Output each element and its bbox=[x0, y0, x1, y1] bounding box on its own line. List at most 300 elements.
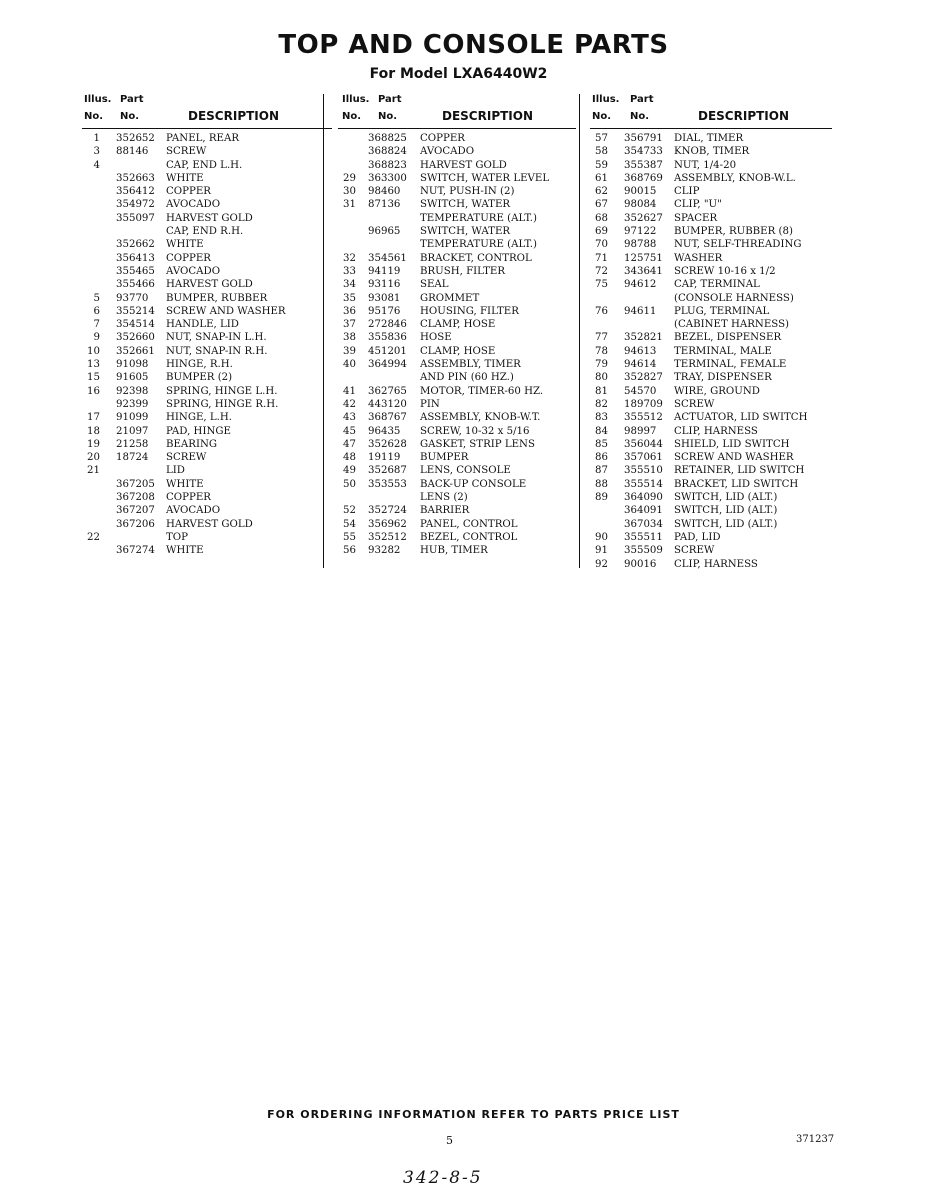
part-no: 98084 bbox=[624, 199, 657, 211]
part-description: BUMPER (2) bbox=[166, 372, 233, 384]
part-no: 367205 bbox=[116, 478, 155, 490]
part-no: 356412 bbox=[116, 186, 155, 198]
part-description: SWITCH, LID (ALT.) bbox=[674, 505, 778, 517]
table-row bbox=[590, 198, 832, 211]
illus-no: 84 bbox=[595, 425, 608, 437]
illus-no: 68 bbox=[595, 212, 608, 224]
part-description: ACTUATOR, LID SWITCH bbox=[674, 412, 808, 424]
part-description: COPPER bbox=[166, 252, 211, 264]
part-description: AND PIN (60 HZ.) bbox=[420, 372, 514, 384]
table-row bbox=[590, 425, 832, 438]
illus-no: 83 bbox=[595, 412, 608, 424]
part-no: 355097 bbox=[116, 212, 155, 224]
illus-no: 33 bbox=[343, 265, 356, 277]
part-no: 352827 bbox=[624, 372, 663, 384]
part-no: 367274 bbox=[116, 545, 155, 557]
part-no: 364090 bbox=[624, 492, 663, 504]
part-no: 93081 bbox=[368, 292, 401, 304]
illus-no: 3 bbox=[93, 146, 100, 158]
part-no: 356413 bbox=[116, 252, 155, 264]
part-no: 95176 bbox=[368, 305, 401, 317]
table-row bbox=[338, 411, 576, 424]
illus-no: 29 bbox=[343, 172, 356, 184]
table-row bbox=[82, 145, 332, 158]
table-row bbox=[82, 491, 332, 504]
table-row bbox=[338, 478, 576, 491]
part-description: SWITCH, LID (ALT.) bbox=[674, 518, 778, 530]
part-no: 92399 bbox=[116, 398, 149, 410]
table-row bbox=[82, 425, 332, 438]
column-header bbox=[338, 92, 576, 129]
illus-no: 21 bbox=[87, 465, 100, 477]
table-row bbox=[338, 212, 576, 225]
table-row bbox=[338, 504, 576, 517]
table-row bbox=[590, 385, 832, 398]
part-no: 90015 bbox=[624, 186, 657, 198]
table-row bbox=[82, 225, 332, 238]
part-no: 91098 bbox=[116, 359, 149, 371]
illus-no: 39 bbox=[343, 345, 356, 357]
part-no: 97122 bbox=[624, 226, 657, 238]
illus-no: 50 bbox=[343, 478, 356, 490]
part-description: PANEL, CONTROL bbox=[420, 518, 518, 530]
illus-no: 88 bbox=[595, 478, 608, 490]
part-no: 94614 bbox=[624, 359, 657, 371]
part-no: 363300 bbox=[368, 172, 407, 184]
part-description: HARVEST GOLD bbox=[166, 212, 253, 224]
table-row bbox=[590, 398, 832, 411]
part-no: 94119 bbox=[368, 265, 401, 277]
table-row bbox=[82, 438, 332, 451]
part-no: 87136 bbox=[368, 199, 401, 211]
part-no: 93116 bbox=[368, 279, 401, 291]
part-no: 94611 bbox=[624, 305, 657, 317]
part-no: 364994 bbox=[368, 359, 407, 371]
illus-no: 85 bbox=[595, 438, 608, 450]
illus-no-label: No. bbox=[592, 111, 612, 122]
part-description: BEZEL, CONTROL bbox=[420, 531, 518, 543]
table-row bbox=[82, 451, 332, 464]
part-description: HARVEST GOLD bbox=[166, 279, 253, 291]
part-label: Part bbox=[630, 94, 654, 105]
illus-no: 67 bbox=[595, 199, 608, 211]
part-description: GROMMET bbox=[420, 292, 480, 304]
part-description: HINGE, L.H. bbox=[166, 412, 232, 424]
table-row bbox=[338, 464, 576, 477]
illus-no: 49 bbox=[343, 465, 356, 477]
part-description: TERMINAL, MALE bbox=[674, 345, 772, 357]
part-no: 355510 bbox=[624, 465, 663, 477]
part-description: TERMINAL, FEMALE bbox=[674, 359, 787, 371]
model-subtitle: For Model LXA6440W2 bbox=[369, 66, 548, 82]
part-no: 98460 bbox=[368, 186, 401, 198]
part-no: 367034 bbox=[624, 518, 663, 530]
table-row bbox=[82, 504, 332, 517]
illus-no: 17 bbox=[87, 412, 100, 424]
illus-no: 13 bbox=[87, 359, 100, 371]
part-description: CLIP, HARNESS bbox=[674, 425, 758, 437]
part-no: 353553 bbox=[368, 478, 407, 490]
table-row bbox=[338, 491, 576, 504]
illus-no: 75 bbox=[595, 279, 608, 291]
part-description: HOSE bbox=[420, 332, 452, 344]
illus-no: 20 bbox=[87, 452, 100, 464]
part-no: 19119 bbox=[368, 452, 401, 464]
part-no: 272846 bbox=[368, 319, 407, 331]
part-no: 355509 bbox=[624, 545, 663, 557]
illus-no: 70 bbox=[595, 239, 608, 251]
description-label: DESCRIPTION bbox=[698, 109, 790, 123]
part-no: 356044 bbox=[624, 438, 663, 450]
part-description: TEMPERATURE (ALT.) bbox=[420, 239, 537, 251]
part-no: 94613 bbox=[624, 345, 657, 357]
table-row bbox=[82, 345, 332, 358]
table-row bbox=[338, 305, 576, 318]
part-description: TOP bbox=[166, 531, 189, 543]
part-description: LENS (2) bbox=[420, 492, 468, 504]
parts-rows bbox=[338, 132, 576, 558]
part-description: SCREW AND WASHER bbox=[674, 452, 794, 464]
illus-no: 31 bbox=[343, 199, 356, 211]
table-row bbox=[590, 451, 832, 464]
part-no: 352821 bbox=[624, 332, 663, 344]
part-description: WHITE bbox=[166, 478, 204, 490]
part-no: 355465 bbox=[116, 265, 155, 277]
illus-no: 47 bbox=[343, 438, 356, 450]
part-description: CLIP, HARNESS bbox=[674, 558, 758, 570]
part-description: LID bbox=[166, 465, 185, 477]
table-row bbox=[338, 159, 576, 172]
illus-no: 80 bbox=[595, 372, 608, 384]
part-no: 91605 bbox=[116, 372, 149, 384]
table-row bbox=[338, 185, 576, 198]
illus-no: 30 bbox=[343, 186, 356, 198]
part-description: CAP, END L.H. bbox=[166, 159, 243, 171]
illus-no: 1 bbox=[93, 133, 100, 144]
part-no-label: No. bbox=[630, 111, 650, 122]
part-description: NUT, PUSH-IN (2) bbox=[420, 186, 515, 198]
part-no: 93770 bbox=[116, 292, 149, 304]
part-description: SWITCH, WATER LEVEL bbox=[420, 172, 550, 184]
part-description: AVOCADO bbox=[166, 265, 221, 277]
part-description: CLIP, "U" bbox=[674, 199, 722, 211]
illus-no: 36 bbox=[343, 305, 356, 317]
column-divider bbox=[323, 94, 324, 568]
table-row bbox=[590, 185, 832, 198]
table-row bbox=[338, 252, 576, 265]
table-row bbox=[82, 292, 332, 305]
part-description: WASHER bbox=[674, 252, 723, 264]
table-row bbox=[338, 265, 576, 278]
part-no: 354561 bbox=[368, 252, 407, 264]
part-description: BACK-UP CONSOLE bbox=[420, 478, 527, 490]
parts-column-3 bbox=[590, 92, 832, 571]
part-description: SCREW AND WASHER bbox=[166, 305, 286, 317]
illus-no: 56 bbox=[343, 545, 356, 557]
part-description: PLUG, TERMINAL bbox=[674, 305, 770, 317]
table-row bbox=[82, 371, 332, 384]
illus-label: Illus. bbox=[342, 94, 370, 105]
part-description: CLAMP, HOSE bbox=[420, 345, 496, 357]
table-row bbox=[590, 212, 832, 225]
part-no: 88146 bbox=[116, 146, 149, 158]
illus-no: 82 bbox=[595, 398, 608, 410]
illus-no: 7 bbox=[93, 319, 100, 331]
part-description: SPRING, HINGE L.H. bbox=[166, 385, 278, 397]
illus-no: 45 bbox=[343, 425, 356, 437]
parts-column-2 bbox=[338, 92, 576, 558]
part-no: 364091 bbox=[624, 505, 663, 517]
illus-no: 91 bbox=[595, 545, 608, 557]
illus-no: 58 bbox=[595, 146, 608, 158]
part-no: 354733 bbox=[624, 146, 663, 158]
part-no: 352724 bbox=[368, 505, 407, 517]
part-description: SWITCH, WATER bbox=[420, 199, 511, 211]
part-description: HARVEST GOLD bbox=[420, 159, 507, 171]
part-no: 355511 bbox=[624, 531, 663, 543]
part-label: Part bbox=[120, 94, 144, 105]
part-description: BEARING bbox=[166, 438, 218, 450]
part-description: AVOCADO bbox=[166, 505, 221, 517]
part-no: 368767 bbox=[368, 412, 407, 424]
part-no: 352628 bbox=[368, 438, 407, 450]
table-row bbox=[338, 544, 576, 557]
part-description: GASKET, STRIP LENS bbox=[420, 438, 535, 450]
table-row bbox=[338, 225, 576, 238]
part-description: ASSEMBLY, KNOB-W.T. bbox=[420, 412, 541, 424]
part-description: PAD, LID bbox=[674, 531, 721, 543]
table-row bbox=[590, 411, 832, 424]
part-description: SPRING, HINGE R.H. bbox=[166, 398, 279, 410]
part-no: 368823 bbox=[368, 159, 407, 171]
illus-no: 34 bbox=[343, 279, 356, 291]
part-no: 357061 bbox=[624, 452, 663, 464]
table-row bbox=[82, 265, 332, 278]
part-description: KNOB, TIMER bbox=[674, 146, 750, 158]
table-row bbox=[590, 504, 832, 517]
page-number: 5 bbox=[446, 1134, 453, 1147]
part-no: 94612 bbox=[624, 279, 657, 291]
table-row bbox=[82, 212, 332, 225]
table-row bbox=[590, 438, 832, 451]
column-header bbox=[82, 92, 332, 129]
part-description: SWITCH, LID (ALT.) bbox=[674, 492, 778, 504]
part-description: WHITE bbox=[166, 239, 204, 251]
part-no: 352662 bbox=[116, 239, 155, 251]
part-description: PIN bbox=[420, 398, 440, 410]
part-no: 352687 bbox=[368, 465, 407, 477]
part-description: WIRE, GROUND bbox=[674, 385, 760, 397]
illus-no: 22 bbox=[87, 531, 100, 543]
illus-no: 90 bbox=[595, 531, 608, 543]
parts-rows bbox=[590, 132, 832, 571]
table-row bbox=[338, 385, 576, 398]
part-no: 352660 bbox=[116, 332, 155, 344]
table-row bbox=[590, 252, 832, 265]
part-description: NUT, 1/4-20 bbox=[674, 159, 737, 171]
part-no: 352663 bbox=[116, 172, 155, 184]
part-no: 125751 bbox=[624, 252, 663, 264]
part-description: HANDLE, LID bbox=[166, 319, 239, 331]
table-row bbox=[338, 451, 576, 464]
part-description: SCREW bbox=[674, 545, 715, 557]
part-description: TEMPERATURE (ALT.) bbox=[420, 212, 537, 224]
description-label: DESCRIPTION bbox=[188, 109, 280, 123]
table-row bbox=[82, 318, 332, 331]
part-no: 355514 bbox=[624, 478, 663, 490]
illus-no: 6 bbox=[93, 305, 100, 317]
table-row bbox=[338, 425, 576, 438]
part-description: COPPER bbox=[420, 133, 465, 144]
part-description: SEAL bbox=[420, 279, 449, 291]
part-description: SCREW bbox=[166, 146, 207, 158]
table-row bbox=[590, 345, 832, 358]
illus-no: 57 bbox=[595, 133, 608, 144]
table-row bbox=[590, 172, 832, 185]
table-row bbox=[82, 132, 332, 145]
illus-no: 9 bbox=[93, 332, 100, 344]
part-no: 367207 bbox=[116, 505, 155, 517]
part-description: HINGE, R.H. bbox=[166, 359, 233, 371]
part-no: 18724 bbox=[116, 452, 149, 464]
part-no: 355387 bbox=[624, 159, 663, 171]
part-description: WHITE bbox=[166, 545, 204, 557]
illus-label: Illus. bbox=[592, 94, 620, 105]
handwritten-note: 342-8-5 bbox=[403, 1168, 483, 1188]
column-divider bbox=[579, 94, 580, 568]
part-description: MOTOR, TIMER-60 HZ. bbox=[420, 385, 544, 397]
part-no: 367208 bbox=[116, 492, 155, 504]
table-row bbox=[590, 518, 832, 531]
illus-no: 37 bbox=[343, 319, 356, 331]
part-no: 98997 bbox=[624, 425, 657, 437]
part-description: DIAL, TIMER bbox=[674, 133, 744, 144]
table-row bbox=[82, 172, 332, 185]
part-no: 54570 bbox=[624, 385, 657, 397]
table-row bbox=[338, 292, 576, 305]
table-row bbox=[338, 358, 576, 371]
table-row bbox=[338, 132, 576, 145]
illus-no: 16 bbox=[87, 385, 100, 397]
part-description: HARVEST GOLD bbox=[166, 518, 253, 530]
table-row bbox=[82, 411, 332, 424]
table-row bbox=[590, 464, 832, 477]
illus-no: 5 bbox=[93, 292, 100, 304]
table-row bbox=[338, 438, 576, 451]
table-row bbox=[590, 544, 832, 557]
illus-no: 87 bbox=[595, 465, 608, 477]
part-description: COPPER bbox=[166, 492, 211, 504]
part-no: 92398 bbox=[116, 385, 149, 397]
table-row bbox=[590, 331, 832, 344]
illus-no: 10 bbox=[87, 345, 100, 357]
part-description: HUB, TIMER bbox=[420, 545, 488, 557]
part-description: CAP, TERMINAL bbox=[674, 279, 760, 291]
page-title: TOP AND CONSOLE PARTS bbox=[278, 30, 669, 60]
part-no-label: No. bbox=[378, 111, 398, 122]
table-row bbox=[82, 238, 332, 251]
part-no: 354972 bbox=[116, 199, 155, 211]
part-description: BRUSH, FILTER bbox=[420, 265, 506, 277]
table-row bbox=[338, 278, 576, 291]
part-description: NUT, SNAP-IN R.H. bbox=[166, 345, 268, 357]
table-row bbox=[338, 345, 576, 358]
table-row bbox=[590, 278, 832, 291]
table-row bbox=[82, 185, 332, 198]
illus-no: 79 bbox=[595, 359, 608, 371]
part-no: 91099 bbox=[116, 412, 149, 424]
part-no: 189709 bbox=[624, 398, 663, 410]
part-description: LENS, CONSOLE bbox=[420, 465, 511, 477]
part-description: BRACKET, CONTROL bbox=[420, 252, 532, 264]
part-description: BUMPER, RUBBER (8) bbox=[674, 226, 793, 238]
table-row bbox=[82, 305, 332, 318]
part-description: PAD, HINGE bbox=[166, 425, 231, 437]
part-no: 354514 bbox=[116, 319, 155, 331]
part-description: RETAINER, LID SWITCH bbox=[674, 465, 805, 477]
illus-no: 35 bbox=[343, 292, 356, 304]
illus-no: 43 bbox=[343, 412, 356, 424]
illus-no: 69 bbox=[595, 226, 608, 238]
table-row bbox=[338, 318, 576, 331]
table-row bbox=[82, 531, 332, 544]
table-row bbox=[590, 265, 832, 278]
part-description: SHIELD, LID SWITCH bbox=[674, 438, 790, 450]
part-no: 355214 bbox=[116, 305, 155, 317]
illus-no: 54 bbox=[343, 518, 356, 530]
illus-no: 78 bbox=[595, 345, 608, 357]
table-row bbox=[82, 398, 332, 411]
part-no: 98788 bbox=[624, 239, 657, 251]
table-row bbox=[590, 145, 832, 158]
part-description: NUT, SNAP-IN L.H. bbox=[166, 332, 267, 344]
part-no: 368825 bbox=[368, 133, 407, 144]
part-no: 451201 bbox=[368, 345, 407, 357]
table-row bbox=[590, 225, 832, 238]
illus-no: 89 bbox=[595, 492, 608, 504]
part-no: 368824 bbox=[368, 146, 407, 158]
description-label: DESCRIPTION bbox=[442, 109, 534, 123]
illus-no: 86 bbox=[595, 452, 608, 464]
part-description: SPACER bbox=[674, 212, 718, 224]
part-no: 343641 bbox=[624, 265, 663, 277]
part-no: 356962 bbox=[368, 518, 407, 530]
part-description: AVOCADO bbox=[166, 199, 221, 211]
part-no: 93282 bbox=[368, 545, 401, 557]
part-no: 21097 bbox=[116, 425, 149, 437]
part-description: SCREW bbox=[674, 398, 715, 410]
table-row bbox=[590, 478, 832, 491]
part-description: AVOCADO bbox=[420, 146, 475, 158]
table-row bbox=[338, 518, 576, 531]
illus-no: 48 bbox=[343, 452, 356, 464]
table-row bbox=[82, 518, 332, 531]
table-row bbox=[82, 252, 332, 265]
part-no: 90016 bbox=[624, 558, 657, 570]
illus-no: 61 bbox=[595, 172, 608, 184]
part-no: 96435 bbox=[368, 425, 401, 437]
part-description: (CABINET HARNESS) bbox=[674, 319, 790, 331]
part-no: 352652 bbox=[116, 133, 155, 144]
illus-no: 77 bbox=[595, 332, 608, 344]
table-row bbox=[82, 544, 332, 557]
table-row bbox=[82, 478, 332, 491]
illus-no: 15 bbox=[87, 372, 100, 384]
part-description: COPPER bbox=[166, 186, 211, 198]
illus-no: 71 bbox=[595, 252, 608, 264]
table-row bbox=[590, 318, 832, 331]
column-header bbox=[590, 92, 832, 129]
